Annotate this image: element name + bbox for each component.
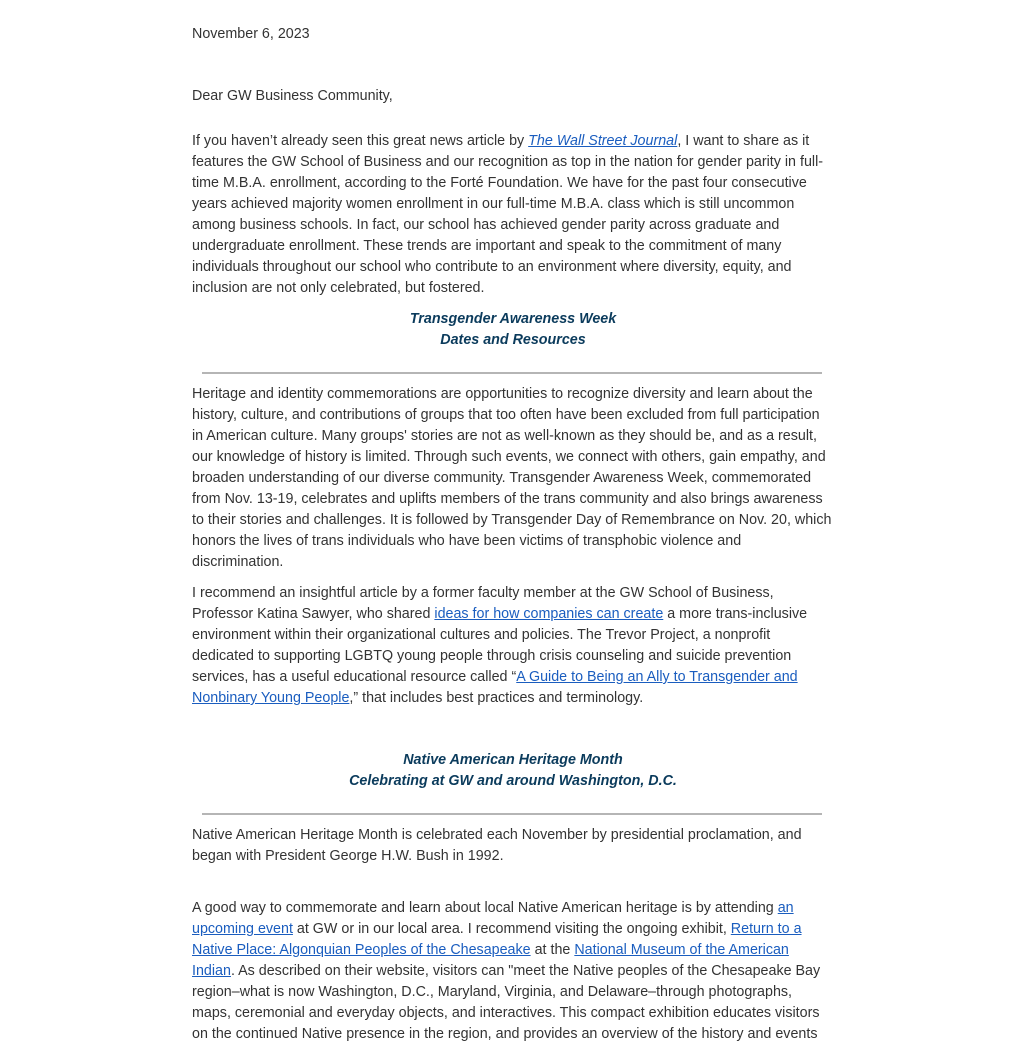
wsj-article-link[interactable]: The Wall Street Journal	[528, 133, 678, 149]
ally-guide-link[interactable]: A Guide to Being an Ally to Transgender and Nonbinary Young People	[192, 669, 798, 706]
spacer	[192, 719, 834, 750]
transgender-heading-title: Transgender Awareness Week	[409, 311, 617, 327]
transgender-heading-subtitle: Dates and Resources	[440, 332, 586, 348]
native-heading-title: Native American Heritage Month	[403, 752, 623, 768]
trans-inclusive-ideas-link[interactable]: ideas for how companies can create	[434, 606, 664, 622]
transgender-paragraph-1: Heritage and identity commemorations are opportunities to recognize diversity and learn about the history, culture, and contributions of groups that too often have been excluded from full participation in American culture. Many groups' stories are not as well-known as they should be, and as a result, our knowledge of history is limited. Through such events, we connect with others, gain empathy, and broaden understanding of our diverse community. Transgender Awareness Week, commemorated from Nov. 13-19, celebrates and uplifts members of the trans community and also brings awareness to their stories and challenges. It is followed by Transgender Day of Remembrance on Nov. 20, which honors the lives of trans individuals who have been victims of transphobic violence and discrimination.	[192, 386, 832, 570]
native-p2-text-d: . As described on their website, visitors can "meet the Native peoples of the Chesapeake Bay region–what is now Washington, D.C., Maryland, Virginia, and Delaware–through photographs, maps, ceremonial and everyday objects, and interactives. This compact exhibition educates visitors on the continued Native presence in the region, and provides an overview of the history and events	[192, 963, 821, 1042]
native-paragraph-1: Native American Heritage Month is celebrated each November by presidential proclamation, and began with President George H.W. Bush in 1992.	[192, 827, 802, 864]
upcoming-event-link[interactable]: an upcoming event	[192, 900, 794, 937]
intro-paragraph	[192, 131, 834, 299]
letter-date: November 6, 2023	[192, 26, 310, 42]
native-place-exhibit-link[interactable]: Return to a Native Place: Algonquian Peoples of the Chesapeake	[192, 921, 802, 958]
salutation: Dear GW Business Community,	[192, 88, 393, 104]
intro-text-after: , I want to share as it features the GW School of Business and our recognition as top in the nation for gender parity in full-time M.B.A. enrollment, according to the Forté Foundation. We have for the past four consecutive years achieved majority women enrollment in our full-time M.B.A. class which is still uncommon among business schools. In fact, our school has achieved gender parity across graduate and undergraduate enrollment. These trends are important and speak to the commitment of many individuals throughout our school who contribute to an environment where diversity, equity, and inclusion are not only celebrated, but fostered.	[192, 133, 824, 296]
museum-american-indian-link[interactable]: National Museum of the American Indian	[192, 942, 789, 979]
native-paragraph-2	[192, 898, 834, 1045]
native-section-heading	[192, 750, 834, 792]
transgender-p2-text-c: ,” that includes best practices and terminology.	[349, 690, 644, 706]
transgender-p2-text-b: a more trans-inclusive environment within their organizational cultures and policies. The Trevor Project, a nonprofit dedicated to supporting LGBTQ young people through crisis counseling and suicide prevention services, has a useful educational resource called “	[192, 606, 808, 685]
section-divider	[202, 372, 822, 374]
transgender-p2-text-a: I recommend an insightful article by a former faculty member at the GW School of Business, Professor Katina Sawyer, who shared	[192, 585, 774, 622]
transgender-section-heading	[192, 309, 834, 351]
native-heading-subtitle: Celebrating at GW and around Washington, D.C.	[349, 773, 677, 789]
native-p2-text-c: at the	[530, 942, 575, 958]
intro-text-before: If you haven’t already seen this great news article by	[192, 133, 529, 149]
native-p2-text-a: A good way to commemorate and learn about local Native American heritage is by attending	[192, 900, 778, 916]
spacer	[192, 877, 834, 898]
letter-body	[192, 24, 834, 1055]
section-divider	[202, 813, 822, 815]
transgender-paragraph-2	[192, 583, 834, 709]
native-p2-text-b: at GW or in our local area. I recommend visiting the ongoing exhibit,	[292, 921, 731, 937]
